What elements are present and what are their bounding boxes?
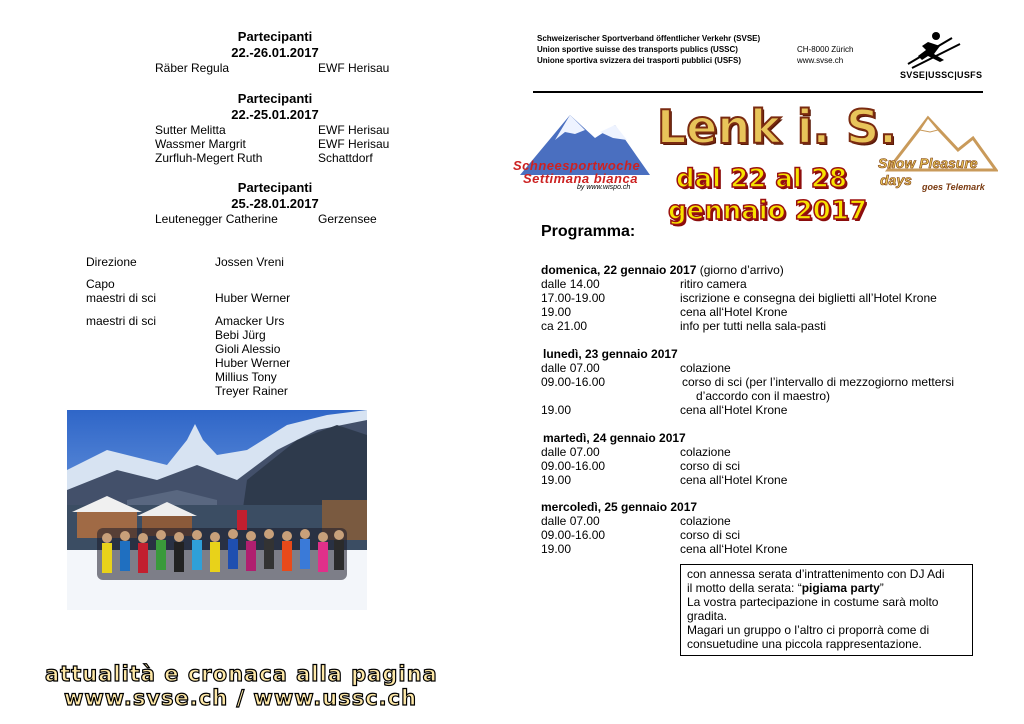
schedule-activity: cena all‘Hotel Krone [680,305,788,319]
schedule-time: 09.00-16.00 [541,459,606,473]
group-title: Partecipanti [237,29,313,44]
schedule-time: 19.00 [541,403,572,417]
org-website: www.svse.ch [797,56,844,65]
schedule-activity: cena all‘Hotel Krone [680,403,788,417]
org-name-it: Unione sportiva svizzera dei trasporti pubblici (USFS) [537,56,742,65]
schedule-activity: iscrizione e consegna dei biglietti all’Hotel Krone [680,291,937,305]
schedule-activity: corso di sci [680,459,741,473]
logo-text-it: Settimana bianca [523,171,638,186]
note-line: Magari un gruppo o l’altro ci proporrà come di [687,623,930,637]
participant-club: Schattdorf [318,151,373,165]
org-logo-text: SVSE|USSC|USFS [900,70,983,80]
schedule-time: 19.00 [541,542,572,556]
schedule-activity: cena all‘Hotel Krone [680,473,788,487]
logo-text-telemark: goes Telemark [922,182,985,192]
schedule-activity-cont: d’accordo con il maestro) [696,389,831,403]
ski-group-photo-image [67,410,367,610]
note-line: gradita. [687,609,728,623]
group-dates: 22.-26.01.2017 [231,45,319,60]
schedule-time: 09.00-16.00 [541,528,606,542]
footer-tagline: attualità e cronaca alla pagina [45,662,438,686]
event-dates-line1: dal 22 al 28 [676,164,848,194]
group-photo [67,410,367,610]
participant-club: Gerzensee [318,212,377,226]
maestro-name: Huber Werner [215,356,291,370]
note-motto-suffix: ” [879,581,884,595]
logo-text-days: days [880,172,912,188]
schedule-time: dalle 07.00 [541,361,600,375]
group-dates: 22.-25.01.2017 [231,107,319,122]
participant-club: EWF Herisau [318,123,390,137]
schedule-time: 09.00-16.00 [541,375,606,389]
schedule-activity: info per tutti nella sala-pasti [680,319,827,333]
capo-label-2: maestri di sci [86,291,157,305]
participant-name: Räber Regula [155,61,230,75]
participant-name: Sutter Melitta [155,123,226,137]
event-dates-line2: gennaio 2017 [668,196,867,226]
schedule-time: dalle 07.00 [541,514,600,528]
participant-name: Leutenegger Catherine [155,212,278,226]
day-title-date: domenica, 22 gennaio 2017 [541,263,697,277]
participant-club: EWF Herisau [318,137,390,151]
direzione-label: Direzione [86,255,137,269]
day-title-date: mercoledì, 25 gennaio 2017 [541,500,698,514]
group-title: Partecipanti [237,91,313,106]
note-line: con annessa serata d’intrattenimento con DJ Adi [687,567,945,581]
logo-text-snow: Snow Pleasure [878,155,978,171]
note-line: consuetudine una piccola rappresentazione. [687,637,922,651]
schedule-activity: corso di sci (per l’intervallo di mezzogiorno mettersi [682,375,955,389]
maestro-name: Millius Tony [215,370,277,384]
note-motto-prefix: il motto della serata: “ [687,581,802,595]
logo-byline: by www.wispo.ch [577,184,631,191]
group-title: Partecipanti [237,180,313,195]
participant-name: Zurfluh-Megert Ruth [155,151,263,165]
maestro-name: Bebi Jürg [215,328,266,342]
schedule-time: ca 21.00 [541,319,588,333]
schedule-activity: colazione [680,445,731,459]
evening-note-box [680,564,973,656]
schedule-activity: cena all‘Hotel Krone [680,542,788,556]
schedule-time: dalle 14.00 [541,277,600,291]
day-title [541,263,784,277]
org-name-fr: Union sportive suisse des transports publics (USSC) [537,45,738,54]
capo-label: Capo [86,277,115,291]
note-line: La vostra partecipazione in costume sarà molto [687,595,939,609]
schedule-activity: colazione [680,514,731,528]
direzione-value: Jossen Vreni [215,255,284,269]
schedule-activity: ritiro camera [680,277,747,291]
maestro-name: Gioli Alessio [215,342,281,356]
skier-logo-icon [890,30,970,70]
note-motto [687,581,966,595]
day-title-date: lunedì, 23 gennaio 2017 [543,347,678,361]
footer-websites: www.svse.ch / www.ussc.ch [64,686,418,710]
logo-text-de: Schneesportwoche [513,158,641,173]
participant-club: EWF Herisau [318,61,390,75]
schedule-time: 17.00-19.00 [541,291,606,305]
schedule-time: dalle 07.00 [541,445,600,459]
org-name-de: Schweizerischer Sportverband öffentlicher Verkehr (SVSE) [537,34,761,43]
header-divider [533,91,983,93]
group-dates: 25.-28.01.2017 [231,196,319,211]
schedule-time: 19.00 [541,305,572,319]
schedule-activity: colazione [680,361,731,375]
maestro-name: Treyer Rainer [215,384,288,398]
schneesportwoche-logo [515,110,655,196]
org-city: CH-8000 Zürich [797,45,854,54]
capo-value: Huber Werner [215,291,291,305]
schedule-time: 19.00 [541,473,572,487]
maestro-name: Amacker Urs [215,314,285,328]
note-motto-bold: pigiama party [801,581,880,595]
day-title-date: martedì, 24 gennaio 2017 [543,431,686,445]
schedule-activity: corso di sci [680,528,741,542]
maestri-label: maestri di sci [86,314,157,328]
programma-heading: Programma: [541,223,636,240]
day-title-extra: (giorno d’arrivo) [696,263,784,277]
participant-name: Wassmer Margrit [155,137,246,151]
page-title: Lenk i. S. [657,100,897,154]
